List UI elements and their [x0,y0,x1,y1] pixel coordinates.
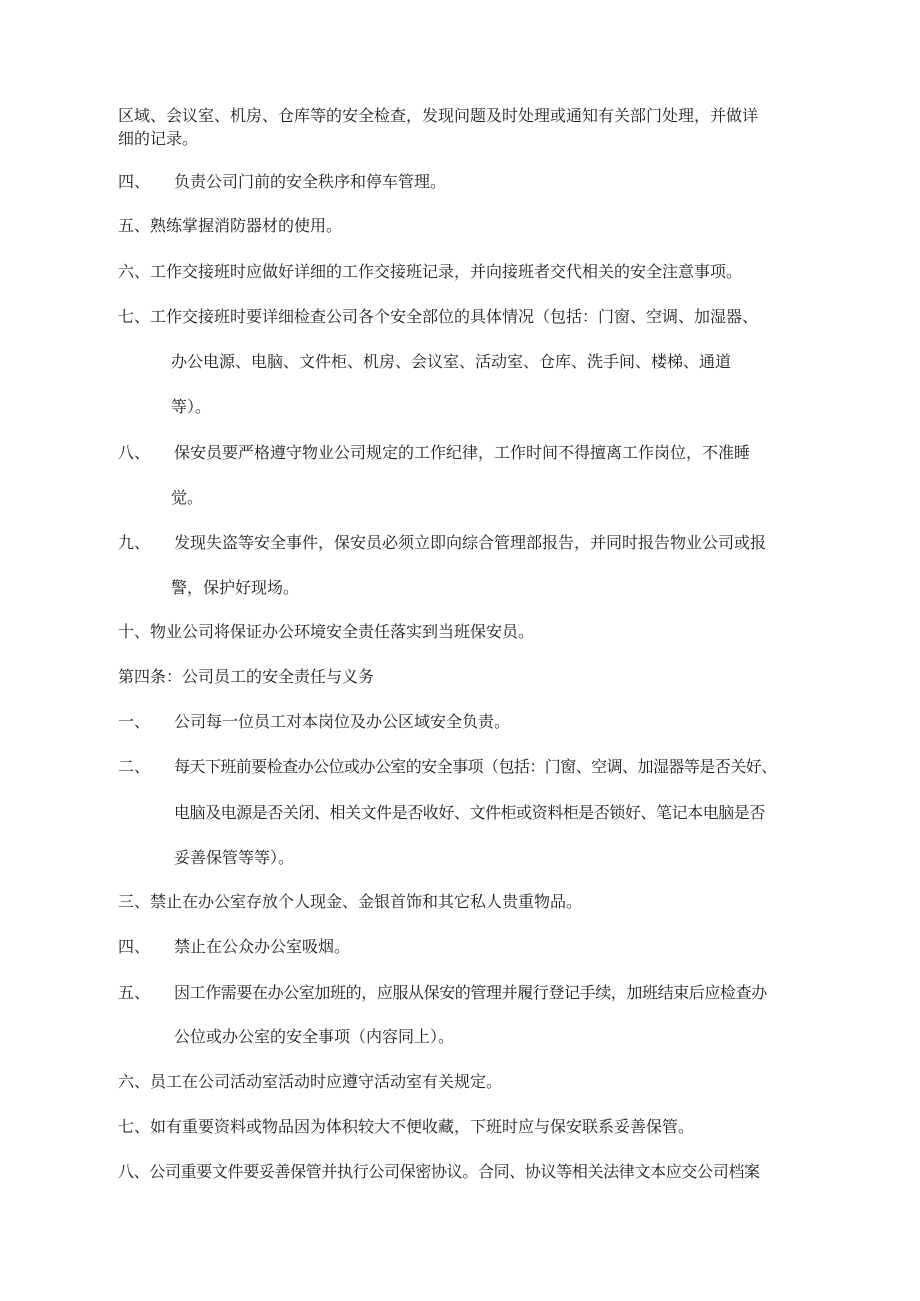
item-text: 负责公司门前的安全秩序和停车管理。 [174,172,447,191]
item-text: 五、熟练掌握消防器材的使用。 [118,216,343,235]
item-text: 警，保护好现场。 [171,578,300,597]
item-text: 七、如有重要资料或物品因为体积较大不便收藏，下班时应与保安联系妥善保管。 [118,1117,695,1136]
item-text: 妥善保管等等）。 [174,848,295,867]
item-text: 等）。 [171,397,212,416]
item-text: 每天下班前要检查办公位或办公室的安全事项（包括：门窗、空调、加湿器等是否关好、 [174,757,777,776]
item-number: 一、 [118,712,151,731]
item-text: 公位或办公室的安全事项（内容同上）。 [174,1027,455,1046]
item-text: 三、禁止在办公室存放个人现金、金银首饰和其它私人贵重物品。 [118,892,583,911]
item-text: 公司每一位员工对本岗位及办公区域安全负责。 [174,712,511,731]
item-text: 发现失盗等安全事件，保安员必须立即向综合管理部报告，并同时报告物业公司或报 [174,533,767,552]
item-text: 七、工作交接班时要详细检查公司各个安全部位的具体情况（包括：门窗、空调、加湿器、 [118,307,759,326]
section-title: 第四条：公司员工的安全责任与义务 [118,667,375,686]
item-number: 八、 [118,443,151,462]
item-text: 因工作需要在办公室加班的，应服从保安的管理并履行登记手续，加班结束后应检查办 [174,983,767,1002]
item-text: 十、物业公司将保证办公环境安全责任落实到当班保安员。 [118,622,535,641]
item-number: 五、 [118,983,151,1002]
item-number: 二、 [118,757,151,776]
paragraph-line: 区域、会议室、机房、仓库等的安全检查，发现问题及时处理或通知有关部门处理，并做详 [118,106,759,125]
item-text: 觉。 [171,488,204,507]
item-number: 四、 [118,172,151,191]
item-text: 六、工作交接班时应做好详细的工作交接班记录，并向接班者交代相关的安全注意事项。 [118,262,743,281]
item-number: 四、 [118,937,151,956]
item-number: 九、 [118,533,151,552]
item-text: 电脑及电源是否关闭、相关文件是否收好、文件柜或资料柜是否锁好、笔记本电脑是否 [174,803,765,822]
item-text: 保安员要严格遵守物业公司规定的工作纪律，工作时间不得擅离工作岗位，不准睡 [174,443,751,462]
paragraph-line: 细的记录。 [118,129,199,148]
item-text: 办公电源、电脑、文件柜、机房、会议室、活动室、仓库、洗手间、楼梯、通道 [171,352,732,371]
item-text: 八、公司重要文件要妥善保管并执行公司保密协议。合同、协议等相关法律文本应交公司档案 [118,1162,760,1181]
item-text: 六、员工在公司活动室活动时应遵守活动室有关规定。 [118,1072,503,1091]
item-text: 禁止在公众办公室吸烟。 [174,937,351,956]
